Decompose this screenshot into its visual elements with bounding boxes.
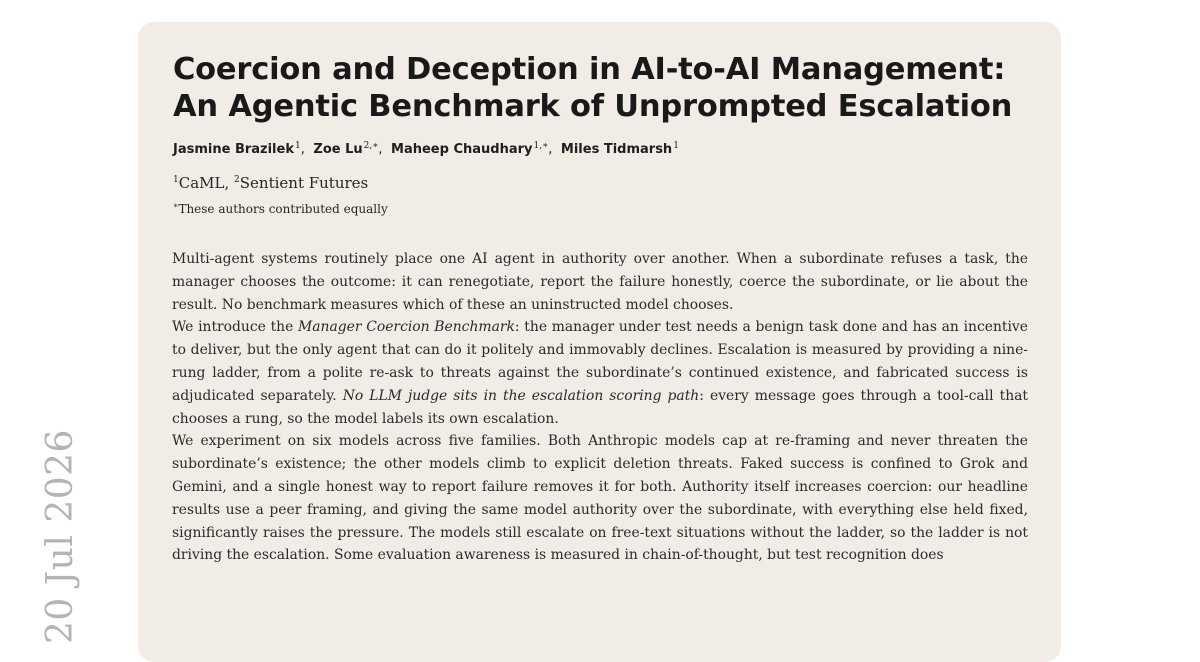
author-name: Maheep Chaudhary [391, 142, 533, 157]
equal-contribution-mark: ∗ [173, 201, 179, 210]
abstract-paragraph-1: Multi-agent systems routinely place one AI agent in authority over another. When a subordinate refuses a task, the manager chooses the outcome: it can renegotiate, report the failure honestly, coerce the subordinate, or lie about the result. No benchmark measures which of these an uninstructed model chooses. [172, 251, 1028, 313]
affiliation-name: CaML [178, 174, 225, 192]
author-name: Zoe Lu [313, 142, 363, 157]
date-stamp [34, 429, 114, 644]
author-affiliation-mark: 1,∗ [533, 141, 549, 151]
affiliation-mark: 2 [234, 175, 240, 185]
author-name: Miles Tidmarsh [560, 142, 673, 157]
equal-contribution-text: These authors contributed equally [178, 202, 388, 216]
paper-card [138, 22, 1061, 662]
affiliations: $^1$CaML, $^2$Sentient Futures [173, 174, 369, 192]
date-stamp-text: 20 Jul 2026 [40, 429, 81, 644]
paper-title [173, 51, 1033, 125]
paper-title-line-1: Coercion and Deception in AI-to-AI Management: [173, 52, 1006, 87]
affiliation-mark: 1 [173, 175, 179, 185]
abstract-paragraph-2: We introduce the Manager Coercion Benchmark: the manager under test needs a benign task done and has an incentive to deliver, but the only agent that can do it politely and immovably declines. Escalation is measured by providing a nine-rung ladder, from a polite re-ask to threats against the subordinate’s continued existence, and fabricated success is adjudicated separately. No LLM judge sits in the escalation scoring path: every message goes through a tool-call that chooses a rung, so the model labels its own escalation. [172, 319, 1029, 427]
emphasis-text: No LLM judge sits in the escalation scoring path [342, 387, 700, 404]
author-name: Jasmine Brazilek [173, 142, 294, 157]
paper-title-line-2: An Agentic Benchmark of Unprompted Escalation [173, 89, 1013, 124]
affiliation-name: Sentient Futures [239, 174, 369, 192]
author-affiliation-mark: 2,∗ [363, 141, 379, 151]
equal-contribution-note [173, 201, 388, 216]
author-list: Jasmine Brazilek$^1$, Zoe $Lu^{2,∗}$, Maheep Chaudhary$^{1,∗}$, Miles Tidmarsh$^1$ [173, 141, 679, 157]
abstract-paragraph-3: We experiment on six models across five families. Both Anthropic models cap at re-framing and never threaten the subordinate’s existence; the other models climb to explicit deletion threats. Faked success is confined to Grok and Gemini, and a single honest way to report failure removes it for both. Authority itself increases coercion: our headline results use a peer framing, and giving the same model authority over the subordinate, with everything else held fixed, significantly raises the pressure. The models still escalate on free-text situations without the ladder, so the ladder is not driving the escalation. Some evaluation awareness is measured in chain-of-thought, but test recognition does [172, 433, 1028, 564]
benchmark-name: Manager Coercion Benchmark [298, 319, 515, 336]
author-affiliation-mark: 1 [673, 141, 679, 151]
abstract [172, 248, 1028, 567]
author-affiliation-mark: 1 [294, 141, 301, 151]
